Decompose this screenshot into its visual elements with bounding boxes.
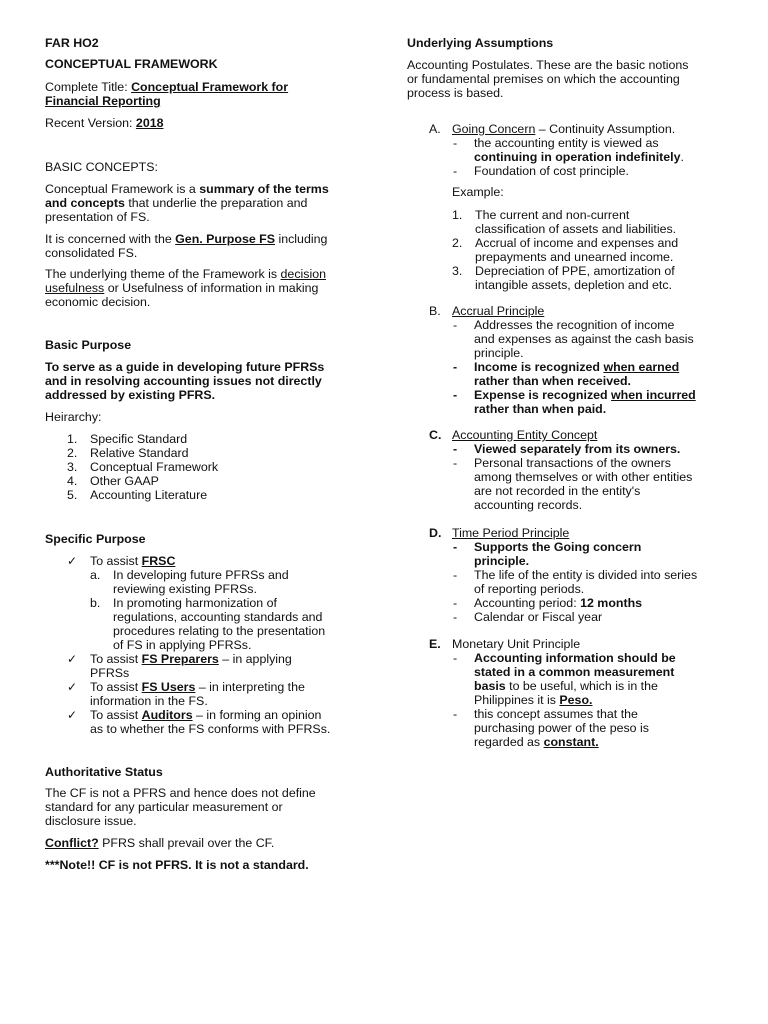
- list-item: 2. Relative Standard: [67, 446, 189, 460]
- section-time-period: D. Time Period Principle - Supports the Going concern principle. - The life of the entity is divided into series of reporting periods. - Accounting period: 12 months - Calendar or Fiscal year: [429, 526, 698, 624]
- basic-concepts-paragraph-3: The underlying theme of the Framework is decision usefulness or Usefulness of information in making economic decision.: [45, 267, 326, 309]
- hierarchy-label: Heirarchy:: [45, 410, 102, 424]
- note-line: ***Note!! CF is not PFRS. It is not a standard.: [45, 858, 309, 872]
- authoritative-status-text: The CF is not a PFRS and hence does not define standard for any particular measurement or disclosure issue.: [45, 786, 316, 828]
- basic-purpose-heading: Basic Purpose: [45, 338, 132, 352]
- conflict-line: Conflict? PFRS shall prevail over the CF.: [45, 836, 275, 850]
- doc-title: CONCEPTUAL FRAMEWORK: [45, 57, 218, 71]
- list-item: a. In developing future PFRSs and reviewing existing PFRSs.: [90, 568, 289, 596]
- accounting-postulates-intro: Accounting Postulates. These are the basic notions or fundamental premises on which the accounting process is based.: [407, 58, 689, 100]
- checkmark-icon: ✓: [67, 680, 78, 694]
- list-item: 1. The current and non-current classification of assets and liabilities.: [452, 208, 677, 236]
- basic-purpose-text: To serve as a guide in developing future PFRSs and in resolving accounting issues not directly addressed by existing PFRS.: [45, 360, 325, 402]
- underlying-assumptions-heading: Underlying Assumptions: [407, 36, 554, 50]
- list-item: 3. Conceptual Framework: [67, 460, 219, 474]
- checkmark-icon: ✓: [67, 708, 78, 722]
- recent-version: Recent Version: 2018: [45, 116, 164, 130]
- list-item: ✓ To assist FS Users – in interpreting the information in the FS.: [67, 680, 305, 708]
- list-item: ✓ To assist FRSC: [67, 554, 176, 568]
- examples-list: [407, 208, 737, 292]
- section-monetary-unit: E. Monetary Unit Principle - Accounting information should be stated in a common measurement basis to be useful, which is in the Philippines it is Peso. - this concept assumes that the purchasing power of the peso is regarded as constant.: [429, 637, 676, 749]
- section-going-concern: A. Going Concern – Continuity Assumption. - the accounting entity is viewed as continuing in operation indefinitely. - Foundation of cost principle.: [429, 122, 684, 178]
- basic-concepts-paragraph-2: It is concerned with the Gen. Purpose FS including consolidated FS.: [45, 232, 328, 260]
- basic-concepts-heading: BASIC CONCEPTS:: [45, 160, 158, 174]
- section-accounting-entity: C. Accounting Entity Concept - Viewed separately from its owners. - Personal transactions of the owners among themselves or with other entities are not recorded in the entity's accounting records.: [429, 428, 693, 512]
- specific-purpose-list: [45, 554, 375, 736]
- list-item: ✓ To assist Auditors – in forming an opinion as to whether the FS conforms with PFRSs.: [67, 708, 331, 736]
- list-item: 1. Specific Standard: [67, 432, 188, 446]
- list-item: 3. Depreciation of PPE, amortization of intangible assets, depletion and etc.: [452, 264, 675, 292]
- basic-concepts-paragraph-1: Conceptual Framework is a summary of the terms and concepts that underlie the preparation and presentation of FS.: [45, 182, 329, 224]
- checkmark-icon: ✓: [67, 554, 78, 568]
- specific-purpose-heading: Specific Purpose: [45, 532, 146, 546]
- complete-title: Complete Title: Conceptual Framework for Financial Reporting: [45, 80, 289, 108]
- hierarchy-list: [45, 432, 375, 502]
- list-item: 4. Other GAAP: [67, 474, 159, 488]
- list-item: 5. Accounting Literature: [67, 488, 208, 502]
- section-accrual-principle: B. Accrual Principle - Addresses the recognition of income and expenses as against the cash basis principle. - Income is recognized when earned rather than when received. - Expense is recognized when incurred rather than when paid.: [429, 304, 696, 416]
- authoritative-status-heading: Authoritative Status: [45, 765, 163, 779]
- example-label: Example:: [452, 185, 504, 199]
- list-item: b. In promoting harmonization of regulations, accounting standards and procedures relating to the presentation of FS in applying PFRSs.: [90, 596, 326, 652]
- list-item: 2. Accrual of income and expenses and prepayments and unearned income.: [452, 236, 679, 264]
- list-item: ✓ To assist FS Preparers – in applying PFRSs: [67, 652, 292, 680]
- checkmark-icon: ✓: [67, 652, 78, 666]
- doc-code: FAR HO2: [45, 36, 99, 50]
